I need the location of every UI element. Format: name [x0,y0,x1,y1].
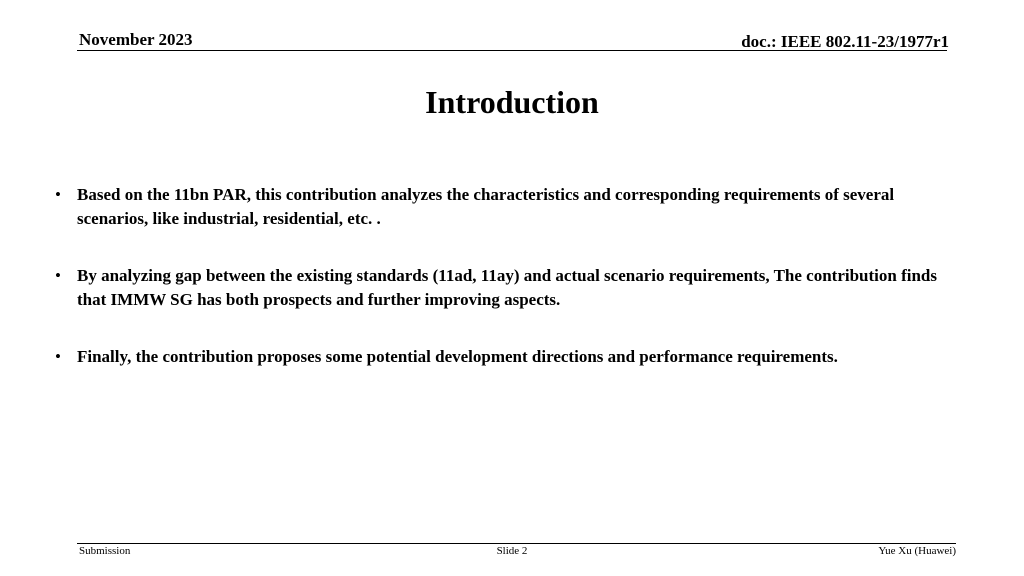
footer-slide-number: Slide 2 [496,545,528,557]
bullet-text: By analyzing gap between the existing standards (11ad, 11ay) and actual scenario requirements, The contribution finds that IMMW SG has both prospects and further improving aspects. [77,266,937,309]
bullet-item [55,264,957,312]
header-date: November 2023 [79,30,193,49]
bullet-item [55,345,957,369]
bullet-item [55,183,957,231]
bullet-list [55,183,957,402]
bullet-text: Based on the 11bn PAR, this contribution analyzes the characteristics and corresponding requirements of several scenarios, like industrial, residential, etc. . [77,185,895,228]
footer-author: Yue Xu (Huawei) [878,545,956,557]
bullet-icon: • [55,266,61,285]
bullet-icon: • [55,347,61,366]
bullet-text: Finally, the contribution proposes some potential development directions and performance requirements. [77,347,838,366]
footer-divider [77,543,956,544]
bullet-icon: • [55,185,61,204]
footer-submission: Submission [79,545,131,557]
header-doc-id: doc.: IEEE 802.11-23/1977r1 [741,32,949,51]
header-divider [77,50,947,51]
slide-title: Introduction [425,84,599,120]
